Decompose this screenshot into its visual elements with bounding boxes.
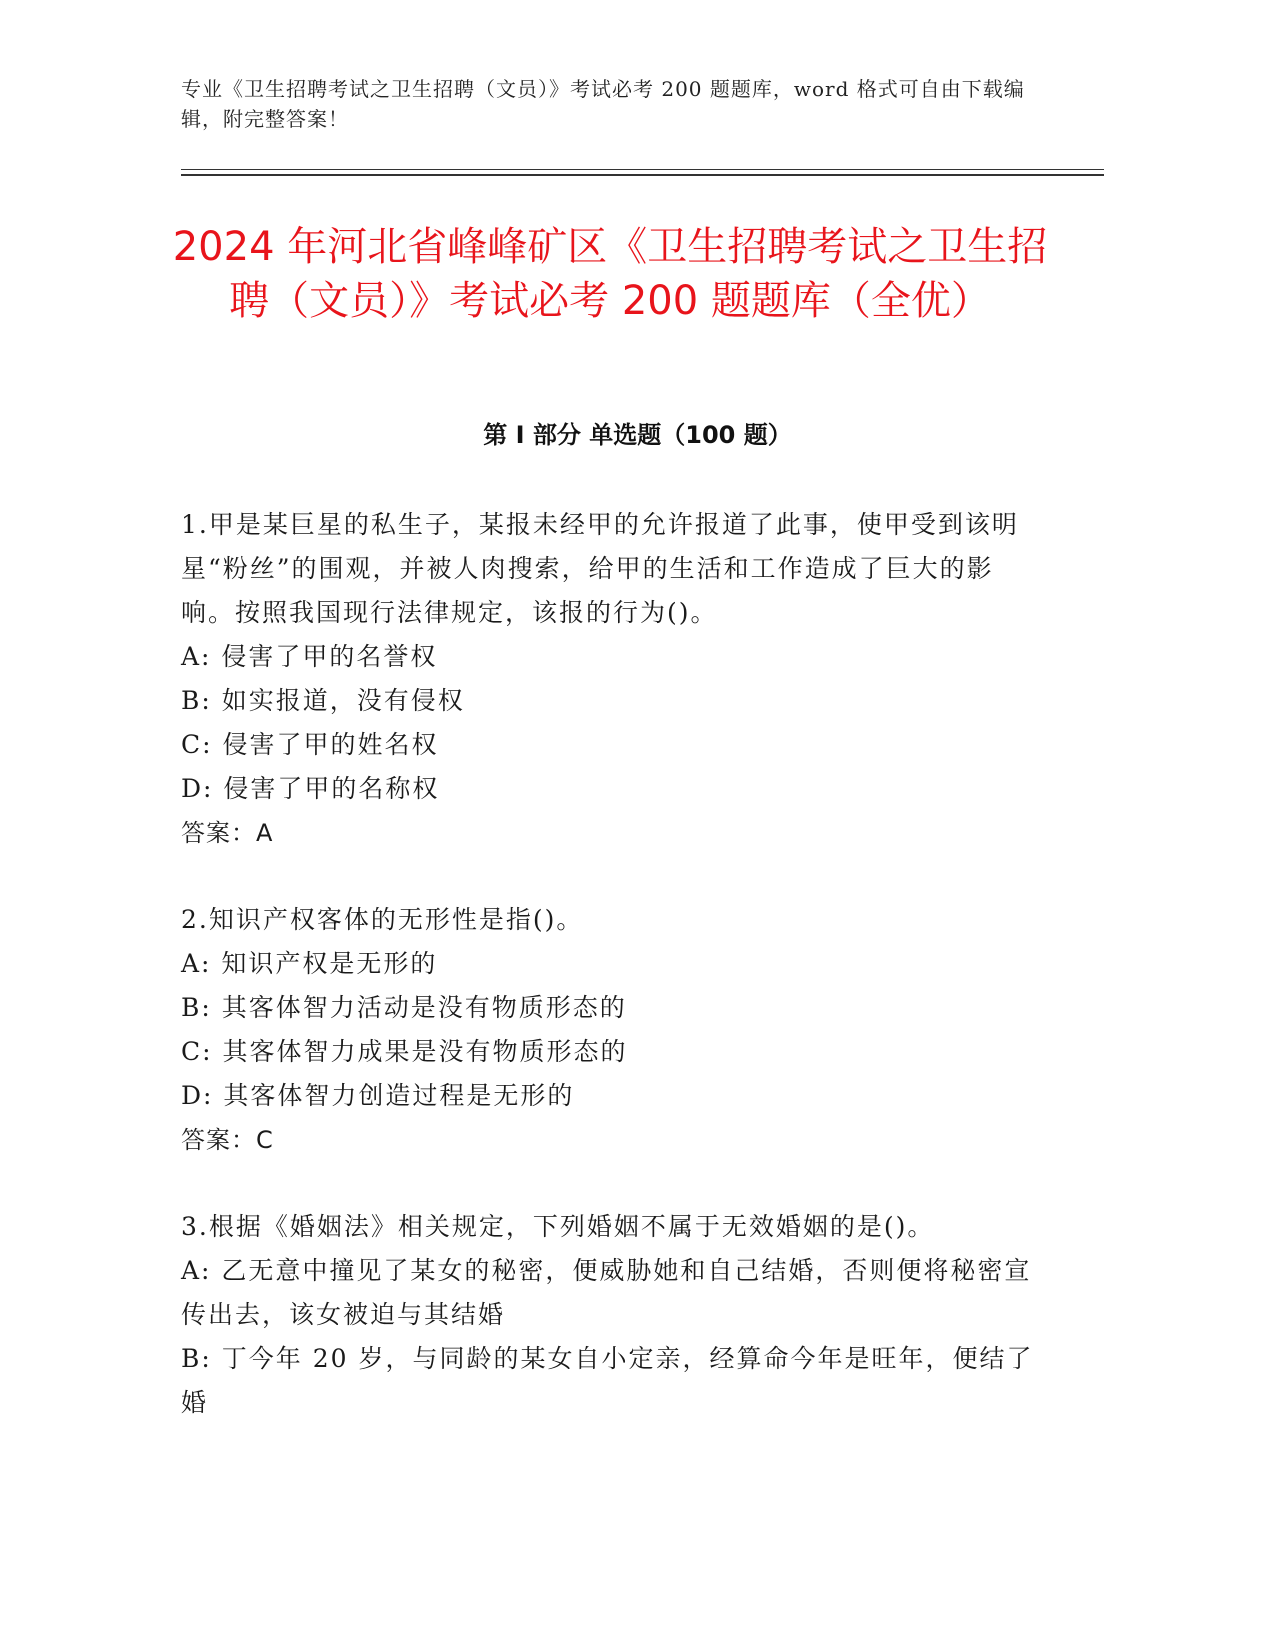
option-a: A: 乙无意中撞见了某女的秘密，便威胁她和自己结婚，否则便将秘密宣传出去，该女被迫与其结婚 — [181, 1256, 1032, 1329]
option-c: C: 其客体智力成果是没有物质形态的 — [181, 1037, 628, 1066]
header-divider-bottom — [181, 174, 1104, 176]
option-d: D: 侵害了甲的名称权 — [181, 774, 440, 803]
option-b: B: 其客体智力活动是没有物质形态的 — [181, 993, 627, 1022]
question-stem: 2.知识产权客体的无形性是指()。 — [181, 905, 584, 934]
question-list — [181, 503, 1041, 1468]
question-stem: 3.根据《婚姻法》相关规定，下列婚姻不属于无效婚姻的是()。 — [181, 1212, 935, 1241]
option-b: B: 如实报道，没有侵权 — [181, 686, 465, 715]
question-1 — [181, 503, 1041, 855]
document-title: 2024 年河北省峰峰矿区《卫生招聘考试之卫生招聘（文员）》考试必考 200 题题库（全优） — [172, 224, 1048, 324]
option-b: B: 丁今年 20 岁，与同龄的某女自小定亲，经算命今年是旺年，便结了婚 — [181, 1344, 1034, 1417]
option-a: A: 侵害了甲的名誉权 — [181, 642, 438, 671]
answer: 答案：A — [181, 819, 274, 847]
answer: 答案：C — [181, 1126, 274, 1154]
header-divider-top — [181, 169, 1104, 170]
option-c: C: 侵害了甲的姓名权 — [181, 730, 439, 759]
question-3 — [181, 1205, 1041, 1425]
header-note: 专业《卫生招聘考试之卫生招聘（文员）》考试必考 200 题题库，word 格式可自由下载编辑，附完整答案！ — [181, 77, 1025, 131]
option-d: D: 其客体智力创造过程是无形的 — [181, 1081, 575, 1110]
question-stem: 1.甲是某巨星的私生子，某报未经甲的允许报道了此事，使甲受到该明星“粉丝”的围观，并被人肉搜索，给甲的生活和工作造成了巨大的影响。按照我国现行法律规定，该报的行为()。 — [181, 510, 1019, 627]
question-2 — [181, 898, 1041, 1162]
option-a: A: 知识产权是无形的 — [181, 949, 438, 978]
section-heading: 第 I 部分 单选题（100 题） — [483, 421, 792, 449]
